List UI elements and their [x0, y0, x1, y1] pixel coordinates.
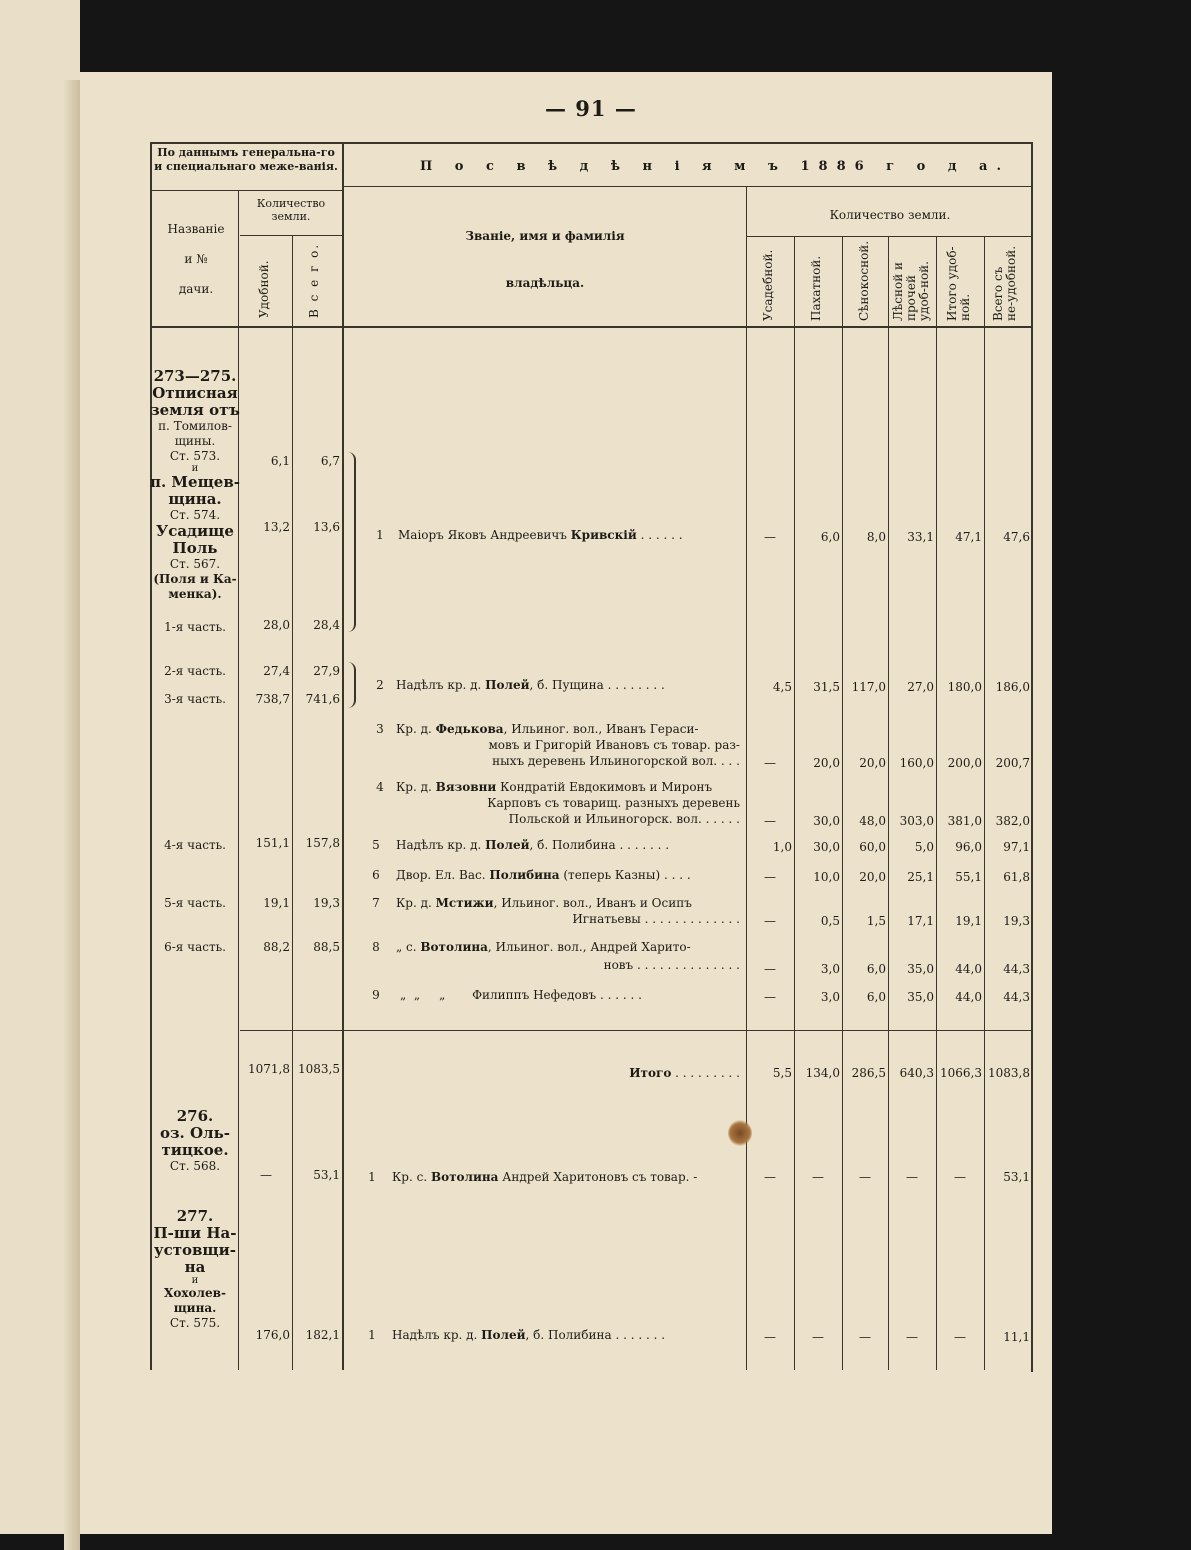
row4-owner-l2: Карповъ съ товарищ. разныхъ деревень	[487, 796, 740, 810]
total-vs: 1083,8	[988, 1066, 1030, 1080]
row1-owner-b: Кривскій	[570, 528, 637, 542]
vline-3	[342, 144, 344, 1370]
row2-usadebnoy: 4,5	[772, 680, 792, 694]
row7-vsego: 19,3	[1003, 914, 1030, 928]
row6-itogo: 55,1	[955, 870, 982, 884]
row8-l1c: , Ильиног. вол., Андрей Харито-	[487, 940, 691, 954]
header-rule-qty	[747, 236, 1031, 237]
row4-itogo: 381,0	[947, 814, 982, 828]
row1-lesnoy: 33,1	[907, 530, 934, 544]
row7-num: 7	[372, 896, 380, 910]
vline-1	[238, 190, 239, 1370]
row3-owner-l1	[396, 722, 699, 736]
row8-l1b: Вотолина	[420, 940, 488, 954]
row3-usadebnoy: —	[764, 756, 776, 770]
row1-itogo: 47,1	[955, 530, 982, 544]
row277-a: Надѣлъ кр. д.	[392, 1328, 482, 1342]
row277-usadebnoy: —	[764, 1330, 776, 1344]
vline-6	[842, 237, 843, 1370]
p1-udob: 28,0	[263, 618, 290, 632]
row276-a: Кр. с.	[392, 1170, 431, 1184]
row8-owner-l1	[396, 940, 691, 954]
right-title: П о с в ѣ д ѣ н і я м ъ 1886 г о д а.	[420, 159, 1011, 174]
row4-num: 4	[376, 780, 384, 794]
p2-vsego: 27,9	[313, 664, 340, 678]
part-6: 6-я часть.	[164, 940, 226, 954]
row5-owner-c: , б. Полибина . . . . . . .	[529, 838, 670, 852]
total-se: 286,5	[851, 1066, 886, 1080]
brace-2	[346, 662, 356, 708]
p6-vsego: 88,5	[313, 940, 340, 954]
row7-pakhatnoy: 0,5	[820, 914, 840, 928]
dacha-name: Отписная земля отъ	[150, 384, 240, 419]
vline-7	[888, 237, 889, 1370]
row3-senokosnoy: 20,0	[859, 756, 886, 770]
row5-owner-a: Надѣлъ кр. д.	[396, 838, 486, 852]
row277-vsego: 11,1	[1003, 1330, 1030, 1344]
b276-vsego: 53,1	[313, 1168, 340, 1182]
part-1: 1-я часть.	[164, 620, 226, 634]
row3-lesnoy: 160,0	[899, 756, 934, 770]
dacha-277-name: П-ши На-устовщи-на	[153, 1224, 237, 1276]
row277-senokosnoy: —	[859, 1330, 871, 1344]
row7-owner-l1	[396, 896, 692, 910]
row5-num: 5	[372, 838, 380, 852]
b277-udob: 176,0	[255, 1328, 290, 1342]
row6-owner-b: Полибина	[489, 868, 560, 882]
row5-itogo: 96,0	[955, 840, 982, 854]
row6-owner-a: Двор. Ел. Вас.	[396, 868, 490, 882]
row9-vsego: 44,3	[1003, 990, 1030, 1004]
row9-usadebnoy: —	[764, 990, 776, 1004]
col-name-3: дачи.	[178, 282, 214, 296]
row4-lesnoy: 303,0	[899, 814, 934, 828]
row4-pakhatnoy: 30,0	[813, 814, 840, 828]
row6-pakhatnoy: 10,0	[813, 870, 840, 884]
col-owner-1: Званіе, имя и фамилія	[465, 229, 625, 243]
row8-usadebnoy: —	[764, 962, 776, 976]
row1-senokosnoy: 8,0	[866, 530, 886, 544]
p1-vsego: 28,4	[313, 618, 340, 632]
qty-land-right: Количество земли.	[829, 208, 951, 222]
row5-usadebnoy: 1,0	[772, 840, 792, 854]
row276-senokosnoy: —	[859, 1170, 871, 1184]
station-573: Ст. 573.	[169, 449, 221, 463]
row1-vsego: 47,6	[1003, 530, 1030, 544]
p5-udob: 19,1	[263, 896, 290, 910]
row1-pakhatnoy: 6,0	[820, 530, 840, 544]
row3-owner-l3: ныхъ деревень Ильиногорской вол. . . .	[492, 754, 740, 768]
total-pa: 134,0	[805, 1066, 840, 1080]
row9-pakhatnoy: 3,0	[820, 990, 840, 1004]
and-word: и	[191, 463, 199, 474]
col-pakhatnoy: Пахатной.	[809, 255, 823, 321]
qty-land-left: Количество земли.	[256, 197, 326, 223]
row9-owner-c: Филиппъ Нефедовъ . . . . . .	[472, 988, 642, 1002]
total-le: 640,3	[899, 1066, 934, 1080]
row7-l1c: , Ильиног. вол., Иванъ и Осипъ	[493, 896, 692, 910]
dacha-276	[150, 1108, 240, 1174]
dacha-277-number: 277.	[176, 1207, 214, 1225]
row9-lesnoy: 35,0	[907, 990, 934, 1004]
b277-vsego: 182,1	[305, 1328, 340, 1342]
row3-vsego: 200,7	[995, 756, 1030, 770]
row4-owner-l1	[396, 780, 712, 794]
row9-senokosnoy: 6,0	[866, 990, 886, 1004]
row9-owner	[400, 988, 642, 1002]
vline-9	[984, 237, 985, 1370]
row277-num: 1	[368, 1328, 376, 1342]
row4-l1c: Кондратій Евдокимовъ и Миронъ	[496, 780, 713, 794]
row6-usadebnoy: —	[764, 870, 776, 884]
dacha-polya: (Поля и Ка-менка).	[153, 572, 237, 601]
row6-owner-c: (теперь Казны) . . . .	[559, 868, 691, 882]
row277-b: Полей	[481, 1328, 526, 1342]
row8-num: 8	[372, 940, 380, 954]
row8-owner-l2: новъ . . . . . . . . . . . . . .	[603, 958, 740, 972]
total-vsego: 1083,5	[298, 1062, 340, 1076]
row276-vsego: 53,1	[1003, 1170, 1030, 1184]
ink-stain	[728, 1120, 752, 1146]
row1-owner	[398, 528, 683, 542]
p4-vsego: 157,8	[305, 836, 340, 850]
part-4: 4-я часть.	[164, 838, 226, 852]
row2-owner-a: Надѣлъ кр. д.	[396, 678, 486, 692]
row3-l1a: Кр. д.	[396, 722, 436, 736]
row4-vsego: 382,0	[995, 814, 1030, 828]
header-rule-mid	[343, 186, 1031, 187]
row8-vsego: 44,3	[1003, 962, 1030, 976]
brace-1	[346, 452, 356, 632]
total-it: 1066,3	[940, 1066, 982, 1080]
part-5: 5-я часть.	[164, 896, 226, 910]
v574-vsego: 13,6	[313, 520, 340, 534]
row2-owner-b: Полей	[485, 678, 530, 692]
row277-pakhatnoy: —	[812, 1330, 824, 1344]
row9-owner-a: „ „ „	[400, 988, 473, 1002]
row3-itogo: 200,0	[947, 756, 982, 770]
v573-vsego: 6,7	[320, 454, 340, 468]
total-rule	[240, 1030, 1033, 1031]
row8-senokosnoy: 6,0	[866, 962, 886, 976]
col-vsego-neudob: Всего съ не-удобной.	[991, 245, 1018, 321]
row6-senokosnoy: 20,0	[859, 870, 886, 884]
frame-top	[150, 142, 1033, 144]
part-2: 2-я часть.	[164, 664, 226, 678]
station-575: Ст. 575.	[169, 1316, 221, 1330]
p6-udob: 88,2	[263, 940, 290, 954]
p3-udob: 738,7	[255, 692, 290, 706]
row276-num: 1	[368, 1170, 376, 1184]
row3-l1c: , Ильиног. вол., Иванъ Гераси-	[503, 722, 699, 736]
col-name-2: и №	[184, 252, 208, 266]
row7-usadebnoy: —	[764, 914, 776, 928]
row4-senokosnoy: 48,0	[859, 814, 886, 828]
row8-l1a: „ с.	[396, 940, 421, 954]
row2-vsego: 186,0	[995, 680, 1030, 694]
row5-pakhatnoy: 30,0	[813, 840, 840, 854]
p5-vsego: 19,3	[313, 896, 340, 910]
row7-owner-l2: Игнатьевы . . . . . . . . . . . . .	[572, 912, 740, 926]
row276-itogo: —	[954, 1170, 966, 1184]
row8-lesnoy: 35,0	[907, 962, 934, 976]
station-574: Ст. 574.	[169, 508, 221, 522]
row2-senokosnoy: 117,0	[851, 680, 886, 694]
row7-senokosnoy: 1,5	[866, 914, 886, 928]
row1-owner-c: . . . . . .	[636, 528, 683, 542]
col-usadebnoy: Усадебной.	[761, 249, 775, 321]
station-568: Ст. 568.	[169, 1159, 221, 1173]
page-number: — 91 —	[545, 96, 637, 121]
row9-num: 9	[372, 988, 380, 1002]
row7-itogo: 19,1	[955, 914, 982, 928]
station-567: Ст. 567.	[169, 557, 221, 571]
total-udob: 1071,8	[248, 1062, 290, 1076]
row7-lesnoy: 17,1	[907, 914, 934, 928]
page-fold	[64, 80, 80, 1550]
col-owner-2: владѣльца.	[505, 276, 585, 290]
row1-owner-a: Маіоръ Яковъ Андреевичъ	[398, 528, 571, 542]
row4-owner-l3: Польской и Ильиногорск. вол. . . . . .	[508, 812, 740, 826]
dacha-mesch: п. Мещев-щина.	[150, 473, 240, 508]
row5-senokosnoy: 60,0	[859, 840, 886, 854]
row1-usadebnoy: —	[764, 530, 776, 544]
left-title: По даннымъ генеральна-го и специальнаго меже-ванія.	[154, 146, 338, 173]
row6-num: 6	[372, 868, 380, 882]
row276-pakhatnoy: —	[812, 1170, 824, 1184]
row3-owner-l2: мовъ и Григорій Ивановъ съ товар. раз-	[488, 738, 740, 752]
total-label: Итого	[629, 1066, 672, 1080]
v574-udob: 13,2	[263, 520, 290, 534]
row276-c: Андрей Харитоновъ съ товар. -	[498, 1170, 698, 1184]
header-rule-bottom	[150, 326, 1033, 328]
row2-owner	[396, 678, 665, 692]
row7-l1b: Мстижи	[435, 896, 494, 910]
vline-5	[794, 237, 795, 1370]
row4-l1b: Вязовни	[435, 780, 497, 794]
dacha-277	[150, 1208, 240, 1331]
row6-vsego: 61,8	[1003, 870, 1030, 884]
dacha-khokh: Хохолев-щина.	[164, 1286, 226, 1315]
row4-usadebnoy: —	[764, 814, 776, 828]
row3-num: 3	[376, 722, 384, 736]
row276-b: Вотолина	[430, 1170, 499, 1184]
v573-udob: 6,1	[270, 454, 290, 468]
row9-itogo: 44,0	[955, 990, 982, 1004]
p4-udob: 151,1	[255, 836, 290, 850]
row276-usadebnoy: —	[764, 1170, 776, 1184]
row5-vsego: 97,1	[1003, 840, 1030, 854]
col-udobnoy: Удобной.	[257, 260, 271, 318]
total-label-wrap	[500, 1066, 740, 1080]
dacha-number: 273—275.	[153, 367, 237, 385]
p3-vsego: 741,6	[305, 692, 340, 706]
and-word-277: и	[191, 1275, 199, 1286]
row277-itogo: —	[954, 1330, 966, 1344]
dacha-usadische: Усадище Поль	[156, 522, 234, 557]
row4-l1a: Кр. д.	[396, 780, 436, 794]
header-rule-left	[150, 190, 343, 191]
row5-owner	[396, 838, 669, 852]
row1-num: 1	[376, 528, 384, 542]
vline-8	[936, 237, 937, 1370]
row2-itogo: 180,0	[947, 680, 982, 694]
b276-udob: —	[260, 1168, 272, 1182]
row2-num: 2	[376, 678, 384, 692]
vline-2	[292, 236, 293, 1370]
row5-lesnoy: 5,0	[914, 840, 934, 854]
col-vsego: В с е г о.	[307, 242, 321, 318]
row6-owner	[396, 868, 691, 882]
left-page-edge	[0, 0, 80, 1534]
dacha-276-name: оз. Оль-тицкое.	[159, 1124, 231, 1159]
row3-l1b: Федькова	[435, 722, 504, 736]
row276-lesnoy: —	[906, 1170, 918, 1184]
total-dots: . . . . . . . . .	[671, 1066, 740, 1080]
vline-4	[746, 186, 747, 1370]
row277-owner	[392, 1328, 665, 1342]
row2-pakhatnoy: 31,5	[813, 680, 840, 694]
row8-itogo: 44,0	[955, 962, 982, 976]
p2-udob: 27,4	[263, 664, 290, 678]
row277-lesnoy: —	[906, 1330, 918, 1344]
row2-lesnoy: 27,0	[907, 680, 934, 694]
col-itogo-udob: Итого удоб-ной.	[945, 246, 972, 321]
row6-lesnoy: 25,1	[907, 870, 934, 884]
dacha-sub: п. Томилов-щины.	[158, 419, 232, 448]
dacha-273-275	[150, 368, 240, 602]
col-name-1: Названіе	[167, 222, 225, 236]
row277-c: , б. Полибина . . . . . . .	[525, 1328, 666, 1342]
row5-owner-b: Полей	[485, 838, 530, 852]
row276-owner	[392, 1170, 697, 1184]
row3-pakhatnoy: 20,0	[813, 756, 840, 770]
col-senokosnoy: Сѣнокосной.	[857, 240, 871, 321]
part-3: 3-я часть.	[164, 692, 226, 706]
col-lesnoy: Лѣсной и прочей удоб-ной.	[891, 261, 931, 321]
row2-owner-c: , б. Пущина . . . . . . . .	[529, 678, 665, 692]
row8-pakhatnoy: 3,0	[820, 962, 840, 976]
total-us: 5,5	[772, 1066, 792, 1080]
row7-l1a: Кр. д.	[396, 896, 436, 910]
dacha-276-number: 276.	[176, 1107, 214, 1125]
